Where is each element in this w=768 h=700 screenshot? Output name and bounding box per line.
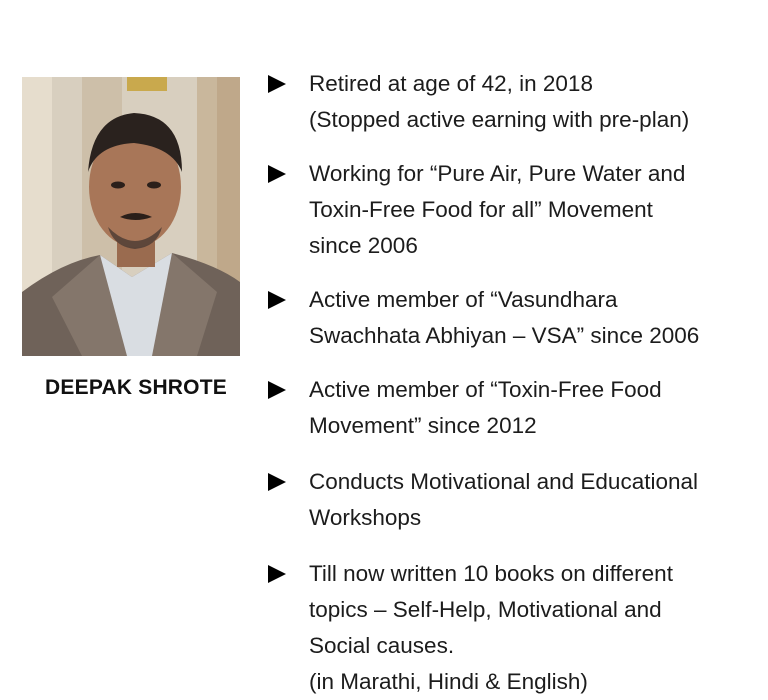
list-item [266,156,756,264]
profile-photo [22,77,240,356]
list-item [266,282,756,354]
play-arrow-icon [268,381,286,399]
list-item-text: (in Marathi, Hindi & English) [309,669,588,694]
list-item-text: topics – Self-Help, Motivational and [309,597,662,622]
list-item [266,464,756,536]
list-item-text: Working for “Pure Air, Pure Water and [309,161,686,186]
achievements-list [266,66,756,700]
list-item-text: Social causes. [309,633,455,658]
list-item-text: Toxin-Free Food for all” Movement [309,197,653,222]
list-item [266,372,756,444]
list-item-text: Till now written 10 books on different [309,561,673,586]
person-name: DEEPAK SHROTE [45,376,227,399]
list-item-text: Swachhata Abhiyan – VSA” since 2006 [309,323,700,348]
portrait-image [22,77,240,356]
list-item-text: Movement” since 2012 [309,413,537,438]
list-item-text: Retired at age of 42, in 2018 [309,71,593,96]
list-item-text: Active member of “Vasundhara [309,287,618,312]
play-arrow-icon [268,291,286,309]
play-arrow-icon [268,165,286,183]
play-arrow-icon [268,473,286,491]
play-arrow-icon [268,565,286,583]
list-item [266,66,756,138]
list-item-text: since 2006 [309,233,418,258]
list-item-text: Workshops [309,505,422,530]
list-item-text: Conducts Motivational and Educational [309,469,698,494]
play-arrow-icon [268,75,286,93]
list-item-text: Active member of “Toxin-Free Food [309,377,662,402]
list-item [266,556,756,700]
list-item-text: (Stopped active earning with pre-plan) [309,107,690,132]
